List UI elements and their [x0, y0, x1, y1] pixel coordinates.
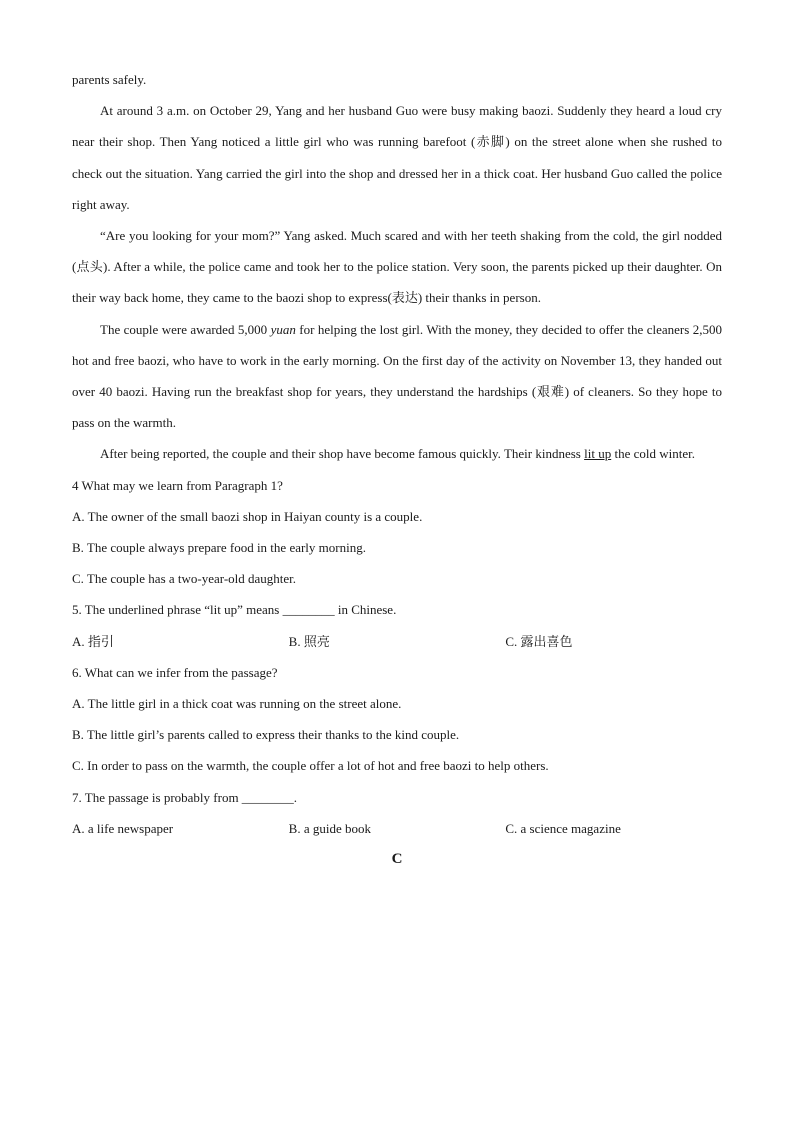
yuan-word: yuan [270, 321, 296, 337]
question-4-option-a: A. The owner of the small baozi shop in Haiyan county is a couple. [72, 508, 423, 524]
question-6-option-a: A. The little girl in a thick coat was running on the street alone. [72, 696, 402, 712]
question-6-option-c: C. In order to pass on the warmth, the couple offer a lot of hot and free baozi to help others. [72, 758, 549, 774]
question-5-option-a: A. 指引 [72, 633, 114, 649]
question-5-stem: 5. The underlined phrase “lit up” means ________ in Chinese. [72, 602, 397, 618]
passage-paragraph-1: At around 3 a.m. on October 29, Yang and her husband Guo were busy making baozi. Suddenly they heard a loud cry near their shop. Then Yang noticed a little girl who was running barefoot (赤脚) on the street alone when she rushed to check out the situation. Yang carried the girl into the shop and dressed her in a thick coat. Her husband Guo called the police right away. [72, 103, 722, 212]
paragraph-3-rest: for helping the lost girl. With the money, they decided to offer the cleaners 2,500 hot and free baozi, who have to work in the early morning. On the first day of the activity on November 13, they handed out over 40 baozi. Having run the breakfast shop for years, they understand the hardships (艰难) of cleaners. So they hope to pass on the warmth. [72, 321, 722, 431]
question-5-options [72, 626, 722, 657]
question-7-options [72, 813, 722, 844]
section-heading-c: C [391, 851, 403, 868]
question-4-option-c: C. The couple has a two-year-old daughter. [72, 571, 297, 587]
question-4-option-b: B. The couple always prepare food in the early morning. [72, 540, 366, 556]
question-6-option-b: B. The little girl’s parents called to express their thanks to the kind couple. [72, 727, 460, 743]
paragraph-4-start: After being reported, the couple and their shop have become famous quickly. Their kindness [100, 446, 585, 462]
paragraph-4-rest: the cold winter. [611, 446, 695, 462]
question-7-option-b: B. a guide book [288, 820, 371, 836]
passage-paragraph-2: “Are you looking for your mom?” Yang asked. Much scared and with her teeth shaking from the cold, the girl nodded (点头). After a while, the police came and took her to the police station. Very soon, the parents picked up their daughter. On their way back home, they came to the baozi shop to express(表达) their thanks in person. [72, 228, 722, 306]
question-5-option-c: C. 露出喜色 [505, 633, 573, 649]
question-7-option-a: A. a life newspaper [72, 820, 174, 836]
passage-fragment: parents safely. [72, 72, 147, 87]
passage-paragraph-4 [72, 438, 722, 469]
question-7-stem: 7. The passage is probably from ________. [72, 789, 298, 805]
document-page [72, 64, 722, 875]
underlined-phrase: lit up [584, 446, 612, 462]
question-5-option-b: B. 照亮 [288, 633, 330, 649]
question-6-stem: 6. What can we infer from the passage? [72, 664, 278, 680]
paragraph-3-start: The couple were awarded 5,000 [100, 321, 271, 337]
question-7-option-c: C. a science magazine [505, 820, 621, 836]
question-4-stem: 4 What may we learn from Paragraph 1? [72, 477, 283, 493]
passage-paragraph-3 [72, 314, 722, 439]
